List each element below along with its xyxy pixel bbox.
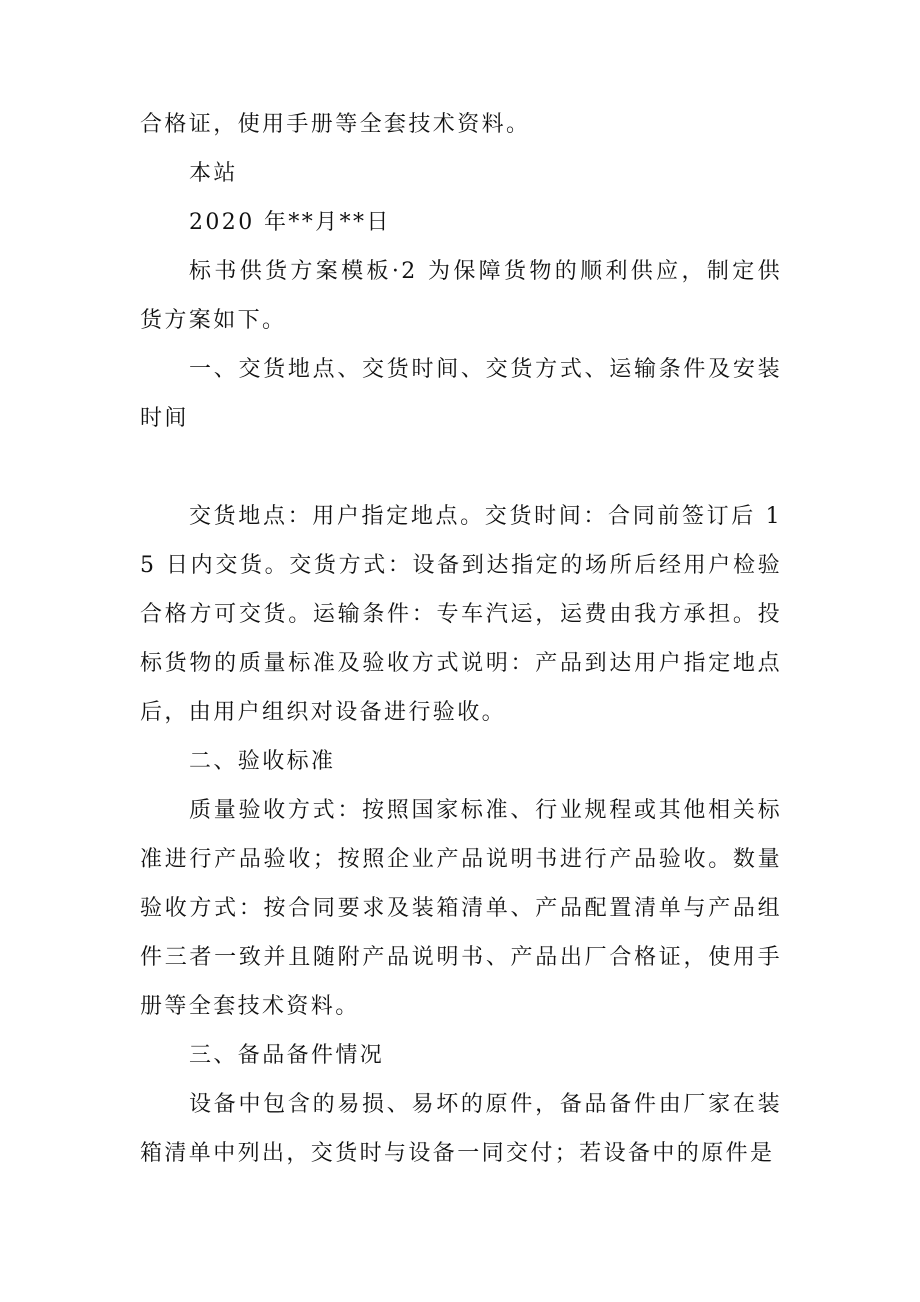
section-heading-acceptance: 二、验收标准 xyxy=(189,749,336,774)
document-page xyxy=(140,100,782,1178)
paragraph-intro: 标书供货方案模板·2 为保障货物的顺利供应，制定供货方案如下。 xyxy=(140,259,782,333)
section-heading-spare-parts: 三、备品备件情况 xyxy=(189,1043,385,1068)
signature-date: 2020 年**月**日 xyxy=(189,210,391,235)
paragraph-spare-parts: 设备中包含的易损、易坏的原件，备品备件由厂家在装箱清单中列出，交货时与设备一同交付；若设备中的原件是 xyxy=(140,1092,782,1166)
section-heading-delivery: 一、交货地点、交货时间、交货方式、运输条件及安装时间 xyxy=(140,357,782,431)
paragraph-acceptance: 质量验收方式：按照国家标准、行业规程或其他相关标准进行产品验收；按照企业产品说明书进行产品验收。数量验收方式：按合同要求及装箱清单、产品配置清单与产品组件三者一致并且随附产品说明书、产品出厂合格证，使用手册等全套技术资料。 xyxy=(140,798,782,1019)
paragraph-delivery: 交货地点：用户指定地点。交货时间：合同前签订后 15 日内交货。交货方式：设备到达指定的场所后经用户检验合格方可交货。运输条件：专车汽运，运费由我方承担。投标货物的质量标准及验收方式说明：产品到达用户指定地点后，由用户组织对设备进行验收。 xyxy=(140,504,782,725)
signature-org: 本站 xyxy=(189,161,238,186)
paragraph-continuation: 合格证，使用手册等全套技术资料。 xyxy=(140,112,531,137)
